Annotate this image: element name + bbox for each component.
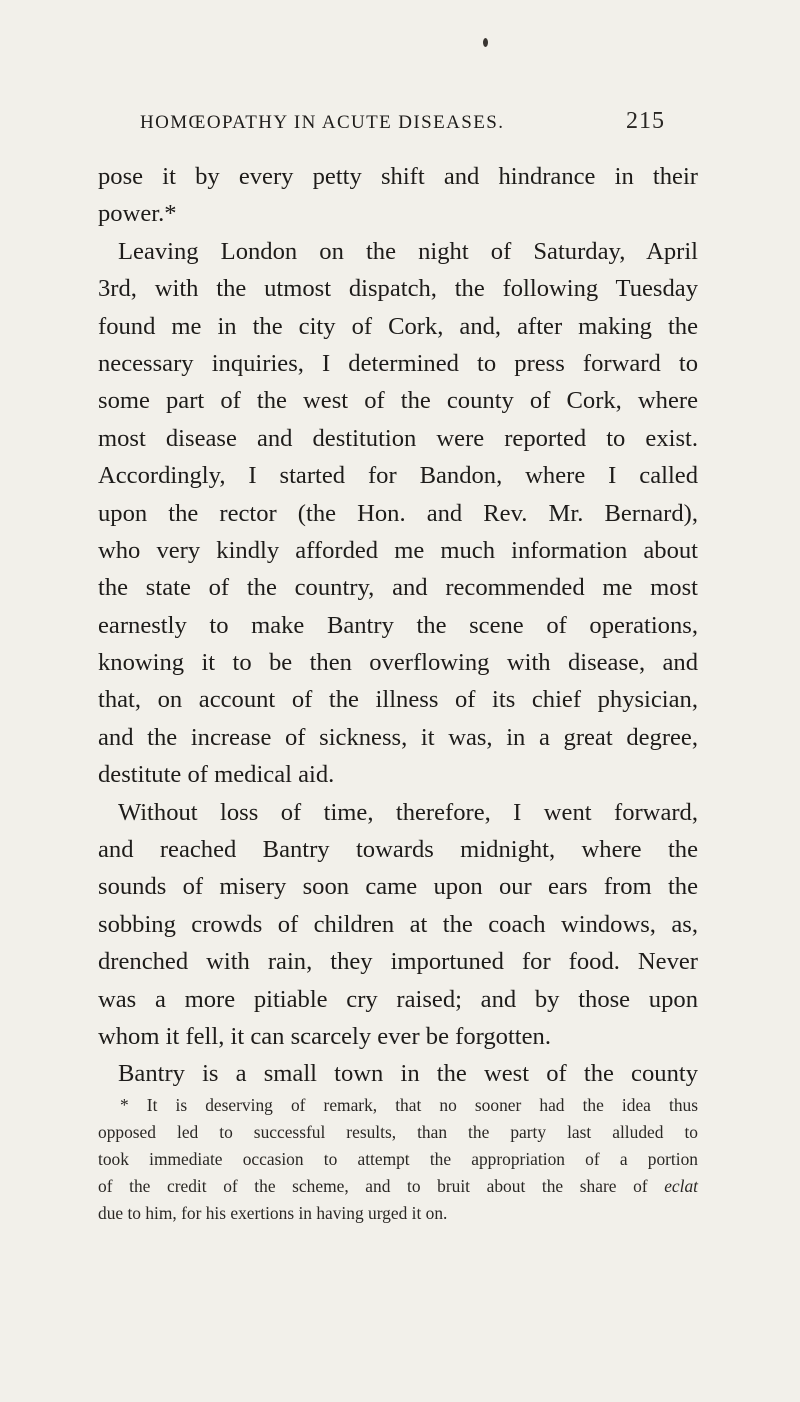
text-line: whom it fell, it can scarcely ever be forgotten. [98, 1022, 551, 1050]
footnote-line [98, 1173, 698, 1200]
printer-mark [483, 38, 488, 47]
footnote-line: due to him, for his exertions in having urged it on. [98, 1203, 448, 1223]
text-line: 3rd, with the utmost dispatch, the following Tuesday [98, 275, 698, 303]
text-line: earnestly to make Bantry the scene of operations, [98, 611, 698, 639]
text-line: that, on account of the illness of its chief physician, [98, 686, 698, 714]
text-line: some part of the west of the county of Cork, where [98, 387, 698, 415]
text-line: the state of the country, and recommended me most [98, 574, 698, 602]
text-line: Leaving London on the night of Saturday, April [118, 237, 698, 265]
page-header [140, 108, 665, 142]
text-line: drenched with rain, they importuned for food. Never [98, 948, 698, 976]
footnote-line: opposed led to successful results, than the party last alluded to [98, 1122, 698, 1142]
footnote-line: took immediate occasion to attempt the appropriation of a portion [98, 1149, 698, 1169]
text-line: and the increase of sickness, it was, in a great degree, [98, 723, 698, 751]
text-line: found me in the city of Cork, and, after making the [98, 312, 698, 340]
text-line: necessary inquiries, I determined to press forward to [98, 349, 698, 377]
text-line: Bantry is a small town in the west of the county [118, 1060, 698, 1088]
footnote [98, 1092, 698, 1227]
footnote-line-text: of the credit of the scheme, and to bruit about the share of [98, 1176, 648, 1196]
running-head: HOMŒOPATHY IN ACUTE DISEASES. [140, 112, 505, 133]
text-line: destitute of medical aid. [98, 761, 335, 789]
text-line: Without loss of time, therefore, I went forward, [118, 798, 698, 826]
footnote-line: * It is deserving of remark, that no sooner had the idea thus [120, 1095, 698, 1115]
text-line: sobbing crowds of children at the coach windows, as, [98, 910, 698, 938]
text-line: power.* [98, 200, 177, 228]
text-line: was a more pitiable cry raised; and by those upon [98, 985, 698, 1013]
text-line: who very kindly afforded me much information about [98, 536, 698, 564]
text-line: Accordingly, I started for Bandon, where I called [98, 462, 698, 490]
text-line: knowing it to be then overflowing with disease, and [98, 649, 698, 677]
text-line: upon the rector (the Hon. and Rev. Mr. Bernard), [98, 499, 698, 527]
text-line: most disease and destitution were reported to exist. [98, 424, 698, 452]
page-number: 215 [626, 108, 665, 134]
text-line: and reached Bantry towards midnight, where the [98, 836, 698, 864]
body-text [98, 158, 698, 1093]
text-line: pose it by every petty shift and hindrance in their [98, 163, 698, 190]
footnote-italic-word: eclat [664, 1176, 698, 1196]
text-line: sounds of misery soon came upon our ears from the [98, 873, 698, 901]
